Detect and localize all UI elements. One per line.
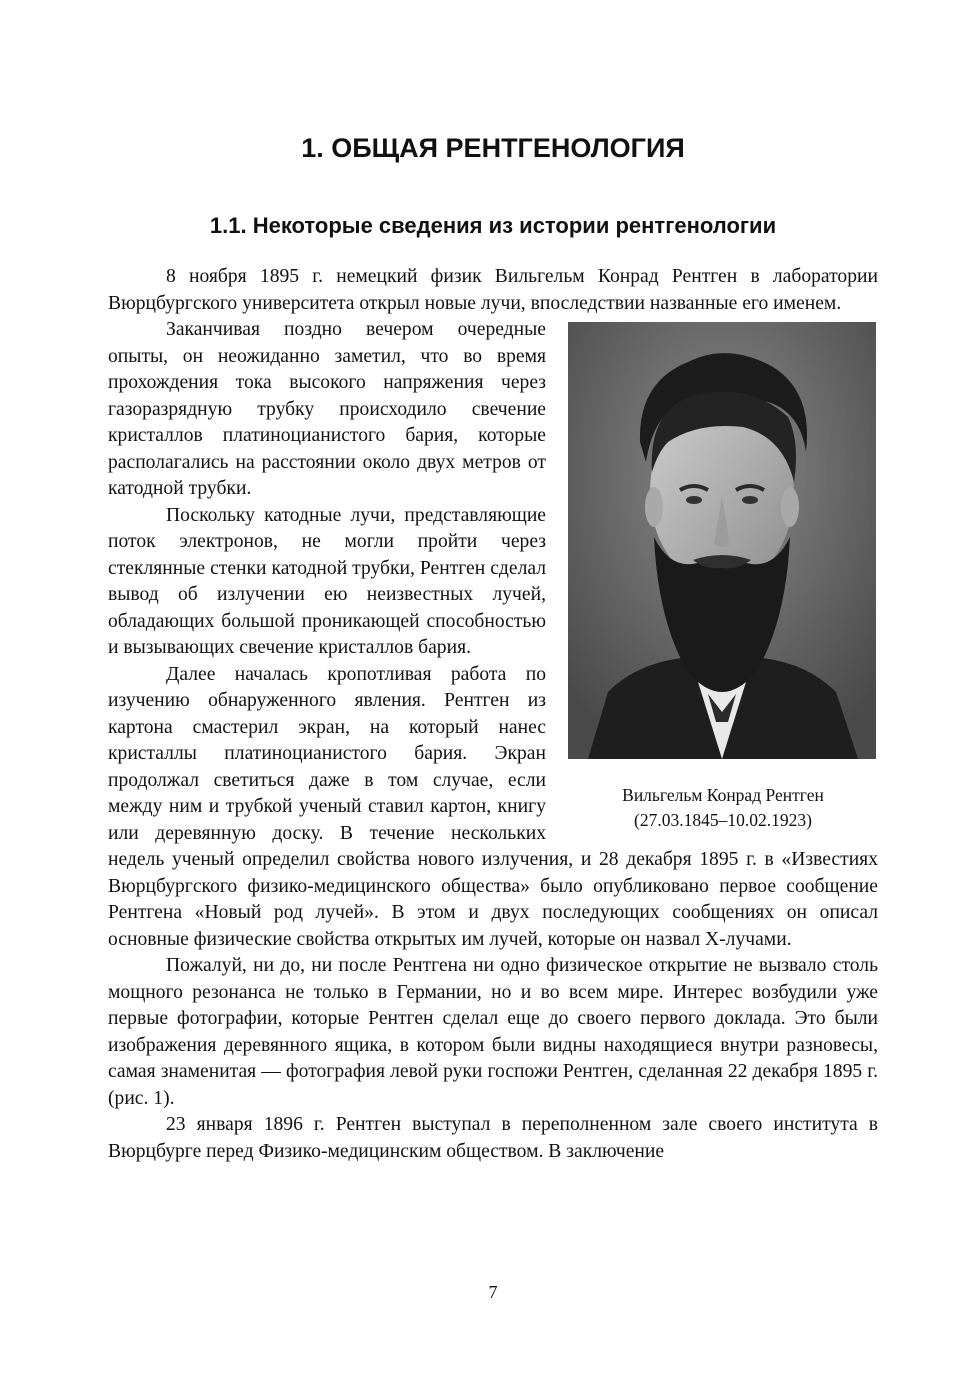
portrait-figure	[568, 322, 878, 833]
caption-dates: (27.03.1845–10.02.1923)	[634, 810, 812, 830]
caption-name: Вильгельм Конрад Рентген	[622, 785, 824, 805]
paragraph-2: Заканчивая поздно вечером очередные опыты, он неожиданно заметил, что во время прохождения тока высокого напряжения через газоразрядную трубку происходило свечение кристаллов платиноцианистого бария, которые располагались на расстоянии около двух метров от катодной трубки.	[108, 319, 546, 499]
page-number: 7	[488, 1282, 498, 1302]
portrait-photo	[568, 322, 876, 759]
body-text	[108, 264, 878, 1165]
paragraph-6: 23 января 1896 г. Рентген выступал в переполненном зале своего института в Вюрцбурге перед Физико-медицинским обществом. В заключение	[108, 1114, 878, 1162]
paragraph-4: Далее началась кропотливая работа по изучению обнаруженного явления. Рентген из картона смастерил экран, на который нанес кристаллы платиноцианистого бария. Экран продолжал светиться даже в том случае, если между ним и трубкой ученый ставил картон, книгу или деревянную доску. В течение нескольких недель ученый определил свойства нового излучения, и 28 декабря 1895 г. в «Известиях Вюрцбургского физико-медицинского общества» было опубликовано первое сообщение Рентгена «Новый род лучей». В этом и двух последующих сообщениях он описал основные физические свойства открытых им лучей, которые он назвал X-лучами.	[108, 663, 878, 950]
paragraph-5: Пожалуй, ни до, ни после Рентгена ни одно физическое открытие не вызвало столь мощного резонанса не только в Германии, но и во всем мире. Интерес возбудили уже первые фотографии, которые Рентген сделал еще до своего первого доклада. Это были изображения деревянного ящика, в котором были видны находящиеся внутри разновесы, самая знаменитая — фотография левой руки госпожи Рентген, сделанная 22 декабря 1895 г. (рис. 1).	[108, 955, 878, 1109]
chapter-heading: 1. ОБЩАЯ РЕНТГЕНОЛОГИЯ	[301, 133, 685, 163]
paragraph-1: 8 ноября 1895 г. немецкий физик Вильгельм Конрад Рентген в лаборатории Вюрцбургского университета открыл новые лучи, впоследствии названные его именем.	[108, 266, 878, 314]
paragraph-3: Поскольку катодные лучи, представляющие поток электронов, не могли пройти через стеклянные стенки катодной трубки, Рентген сделал вывод об излучении ею неизвестных лучей, обладающих большой проникающей способностью и вызывающих свечение кристаллов бария.	[108, 504, 546, 658]
section-heading: 1.1. Некоторые сведения из истории рентгенологии	[209, 213, 777, 238]
figure-caption	[568, 783, 878, 833]
